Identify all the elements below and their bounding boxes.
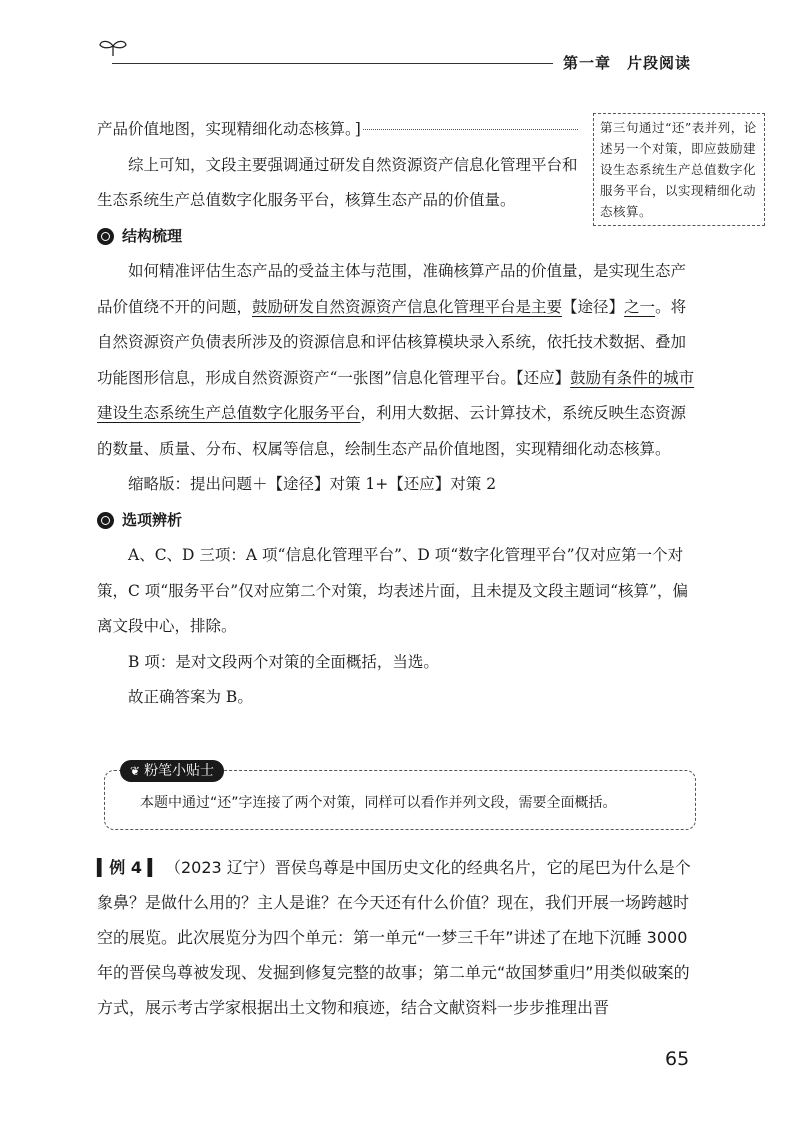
p3-keyword-path: 【途径】	[562, 297, 625, 316]
closing-bracket: ]	[354, 120, 361, 138]
tip-label	[120, 760, 224, 782]
paragraph-options: A、C、D 三项：A 项“信息化管理平台”、D 项“数字化管理平台”仅对应第一个对策，C 项“服务平台”仅对应第二个对策，均表述片面，且未提及文段主题词“核算”，偏离文段中心，排除。	[97, 546, 688, 635]
circle-bullet-icon	[97, 228, 114, 245]
sprout-icon	[97, 38, 129, 58]
circle-bullet-icon	[97, 512, 114, 529]
section-heading-structure-text: 结构梳理	[122, 226, 183, 245]
paragraph-1	[97, 112, 697, 148]
summary-line: 缩略版：提出问题＋【途径】对策 1+【还应】对策 2	[128, 475, 497, 493]
p3-underlined-2: 之一	[624, 297, 656, 316]
tip-label-text: 粉笔小贴士	[144, 763, 215, 779]
page-number: 65	[665, 1048, 690, 1070]
p3-e: 。将自然资源资产负债表所涉及的资源信息和评估核算模块录入系统，依托技术数据、叠加功能图形信息，形成自然资源资产“一张图”信息化管理平台。	[97, 297, 687, 387]
paragraph-b: B 项：是对文段两个对策的全面概括，当选。	[128, 652, 439, 671]
section-heading-options-text: 选项辨析	[122, 510, 183, 529]
p3-a: 如何精准评估生态产品的受益主体与范围，准确核算产品的价值量，是实现生态产品价值绕不开的问题，	[97, 262, 687, 316]
p3-keyword-also: 【还应】	[515, 368, 571, 387]
paragraph-1-text: 产品价值地图，实现精细化动态核算。	[97, 120, 353, 138]
tip-text: 本题中通过“还”字连接了两个对策，同样可以看作并列文段，需要全面概括。	[140, 795, 617, 811]
chapter-title: 第一章 片段阅读	[563, 54, 692, 72]
example-text: （2023 辽宁）晋侯鸟尊是中国历史文化的经典名片，它的尾巴为什么是个象鼻？是做什么用的？主人是谁？在今天还有什么价值？现在，我们开展一场跨越时空的展览。此次展览分为四个单元：第一单元“一梦三千年”讲述了在地下沉睡 3000 年的晋侯鸟尊被发现、发掘到修复完整的故事；第二单元“故国梦重归”用类似破案的方式，展示考古学家根据出土文物和痕迹，结合文献资料一步步推理出晋	[97, 858, 691, 1017]
example-label: ▍例 4 ▍	[97, 858, 160, 877]
example-4	[97, 850, 697, 1025]
leader-line	[363, 129, 578, 130]
side-note: 第三句通过“还”表并列，论述另一个对策，即应鼓励建设生态系统生产总值数字化服务平台，以实现精细化动态核算。	[593, 113, 765, 226]
p3-underlined-3: 鼓励有条件的城市建设生态系统生产总值数字化服务平台	[97, 368, 695, 422]
paragraph-3	[97, 254, 697, 467]
header-rule	[112, 63, 553, 64]
paragraph-2: 综上可知，文段主要强调通过研发自然资源资产信息化管理平台和生态系统生产总值数字化服务平台，核算生态产品的价值量。	[97, 155, 578, 209]
sprout-icon: ❦	[130, 764, 141, 778]
paragraph-answer: 故正确答案为 B。	[128, 688, 253, 706]
p3-underlined-1: 鼓励研发自然资源资产信息化管理平台是主要	[252, 297, 563, 316]
p3-h: ，利用大数据、云计算技术，系统反映生态资源的数量、质量、分布、权属等信息，绘制生态产品价值地图，实现精细化动态核算。	[97, 404, 687, 458]
section-heading-options	[97, 503, 697, 539]
main-content	[97, 112, 697, 716]
section-heading-structure	[97, 219, 697, 255]
